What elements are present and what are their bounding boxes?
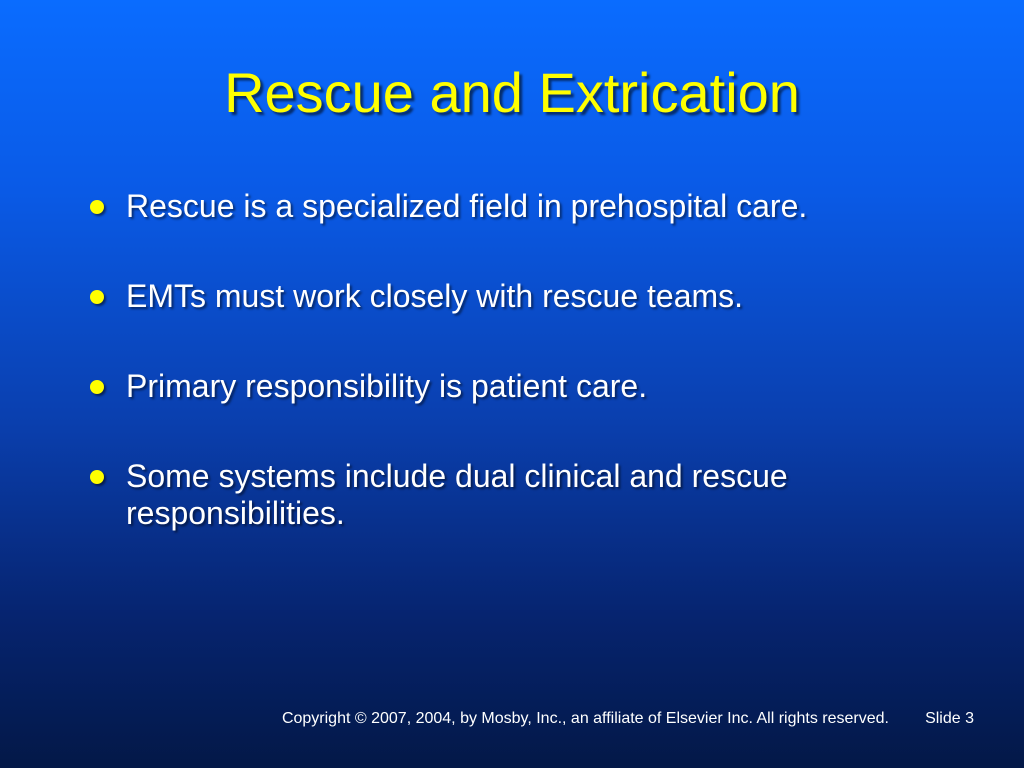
bullet-text: Some systems include dual clinical and rescue responsibilities. [126, 458, 788, 531]
slide-title: Rescue and Extrication [224, 61, 800, 124]
bullet-dot-icon [90, 200, 104, 214]
bullet-text: Rescue is a specialized field in prehospital care. [126, 188, 808, 224]
bullet-dot-icon [90, 290, 104, 304]
bullet-text: EMTs must work closely with rescue teams. [126, 278, 744, 314]
bullet-dot-icon [90, 380, 104, 394]
bullet-list [88, 188, 948, 585]
copyright-notice: Copyright © 2007, 2004, by Mosby, Inc., an affiliate of Elsevier Inc. All rights reserved. [281, 710, 889, 727]
slide-number: Slide 3 [925, 710, 974, 727]
bullet-item [88, 188, 948, 225]
bullet-item [88, 458, 948, 532]
bullet-text: Primary responsibility is patient care. [126, 368, 648, 404]
bullet-dot-icon [90, 470, 104, 484]
bullet-item [88, 368, 948, 405]
bullet-item [88, 278, 948, 315]
